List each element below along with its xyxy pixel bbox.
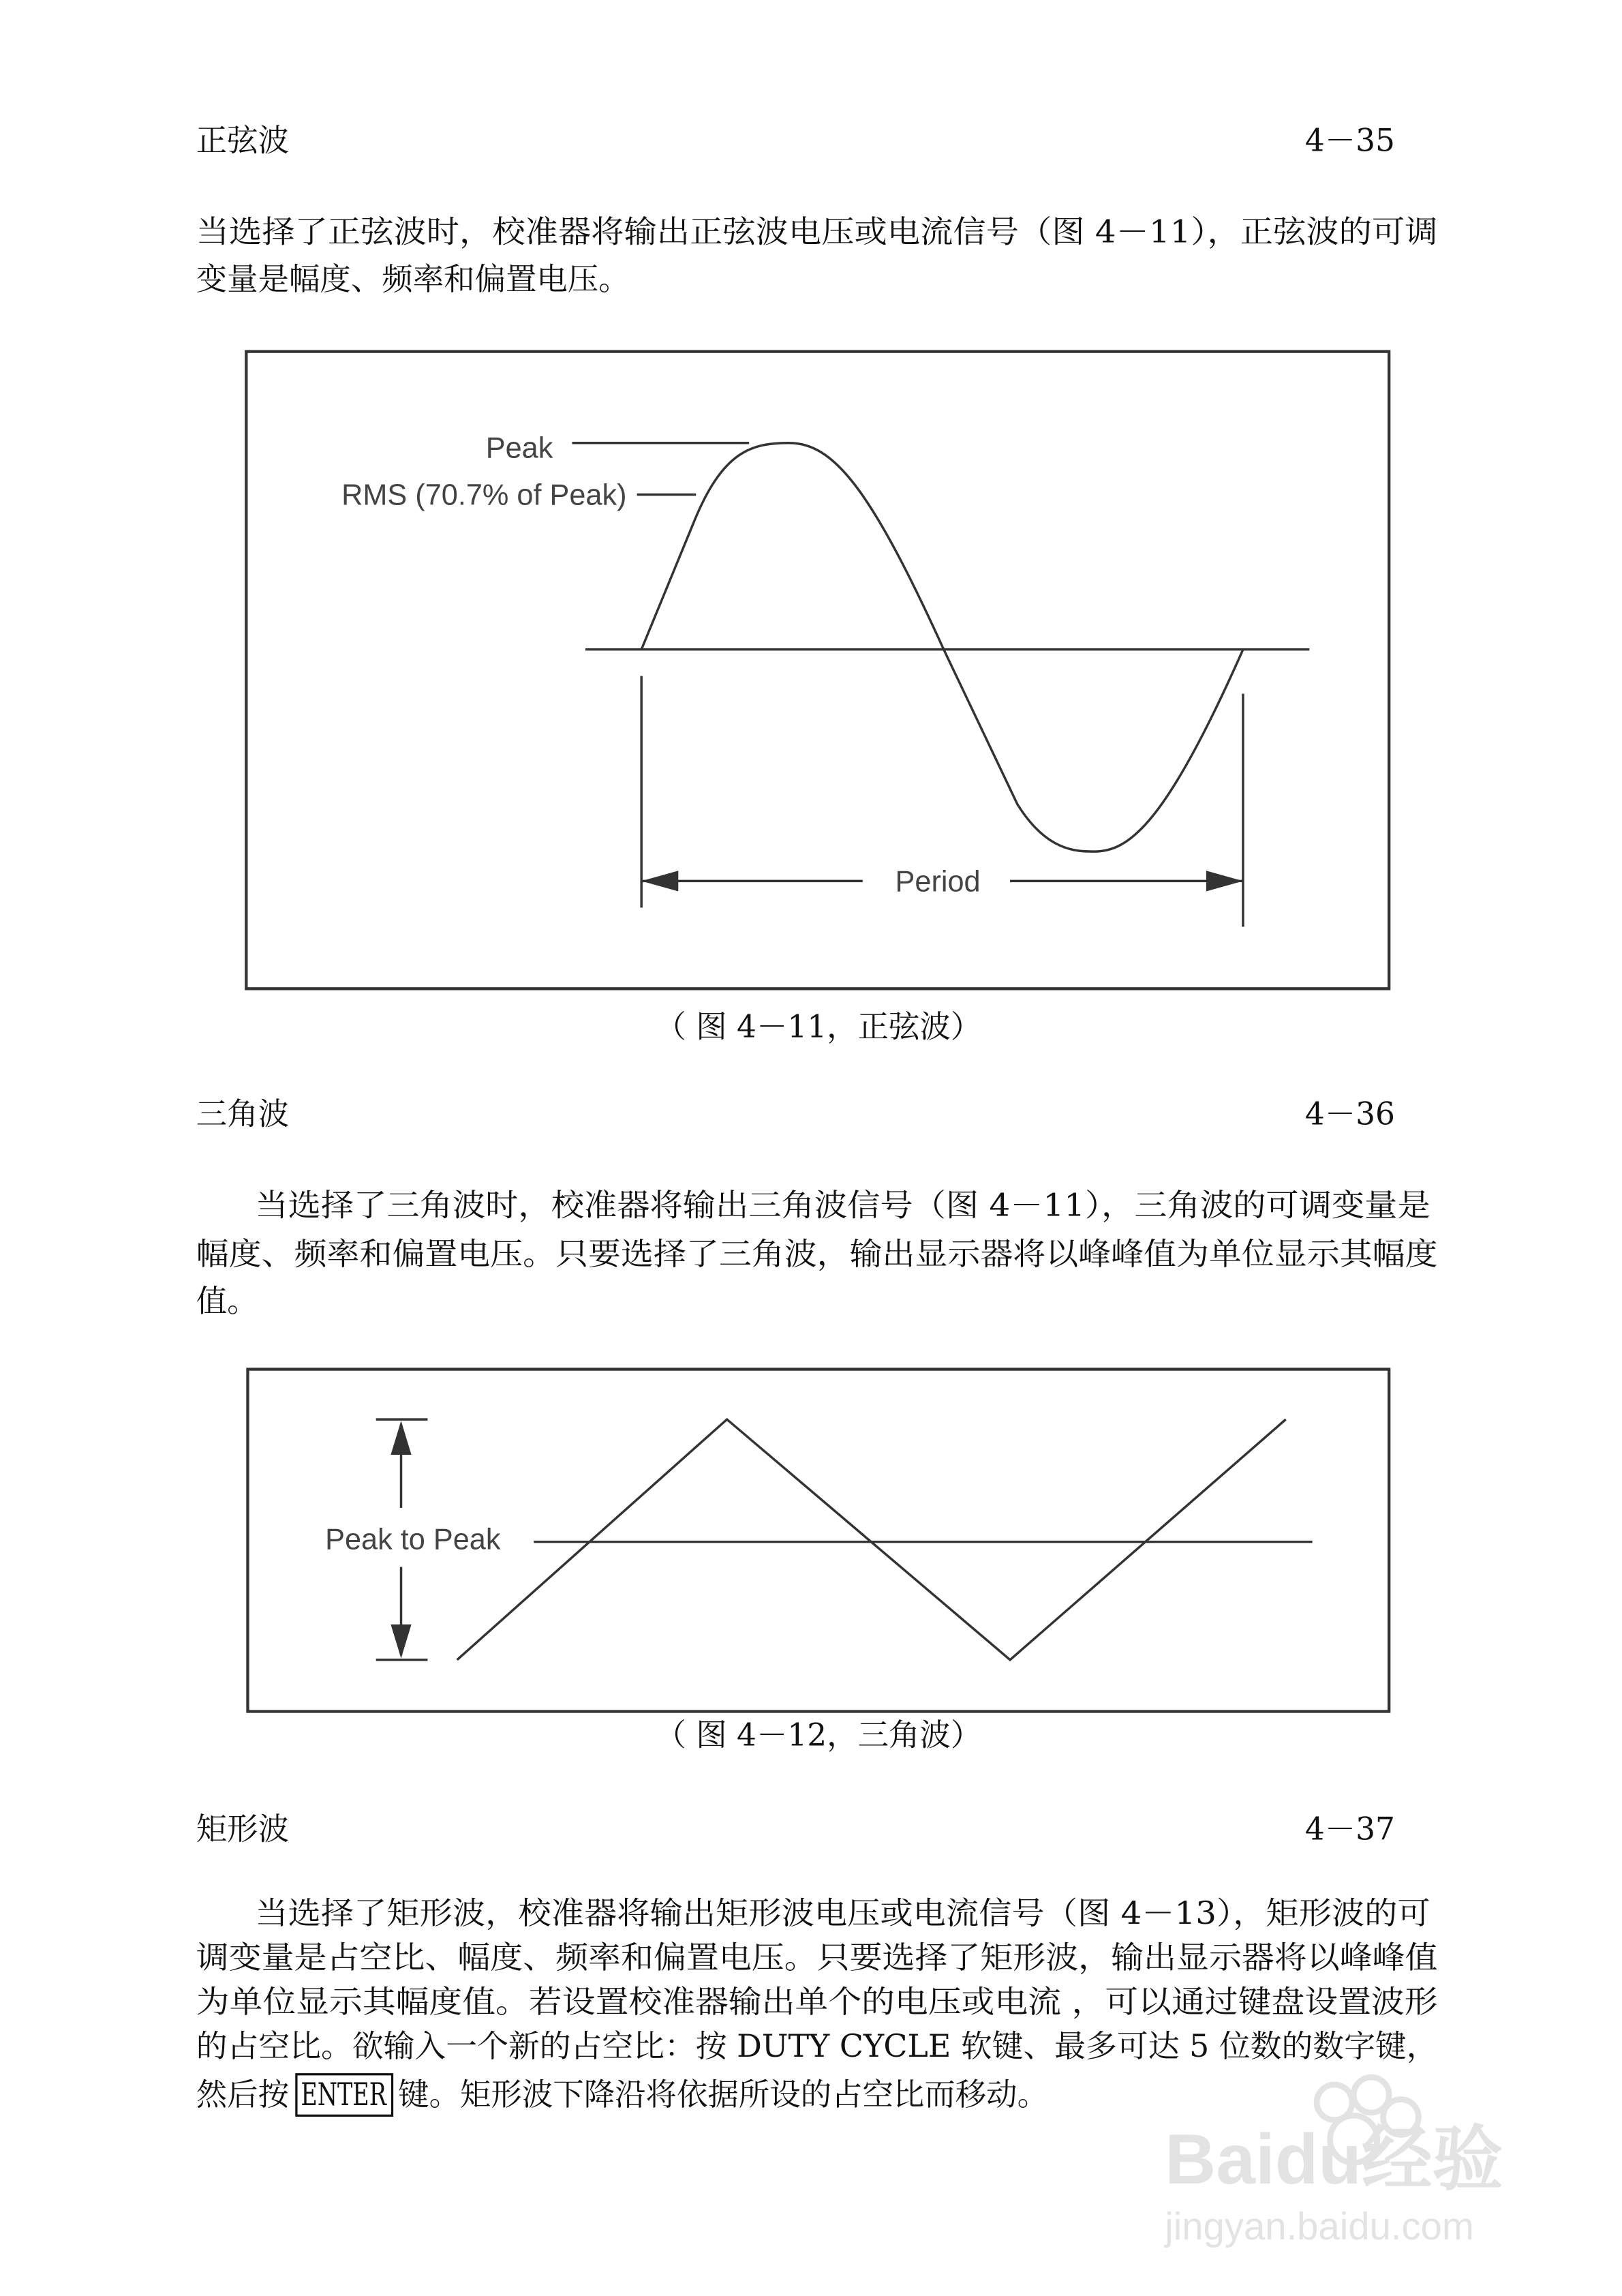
enter-key-label: ENTER [301,2076,388,2113]
section-number-sine: 4－35 [1304,122,1395,159]
figure-caption: （ 图 4－11，正弦波） [655,1008,982,1045]
paragraph-line: 当选择了矩形波，校准器将输出矩形波电压或电流信号（图 4－13），矩形波的可 [255,1895,1430,1932]
section-number-triangle: 4－36 [1304,1096,1395,1132]
paragraph-line: 当选择了正弦波时，校准器将输出正弦波电压或电流信号（图 4－11），正弦波的可调 [196,213,1438,250]
paragraph-line: 幅度、频率和偏置电压。只要选择了三角波，输出显示器将以峰峰值为单位显示其幅度 [196,1235,1438,1272]
sine-wave-figure [246,352,1389,989]
baidu-watermark [1163,2077,1503,2248]
paragraph-line: 变量是幅度、频率和偏置电压。 [196,260,630,297]
paragraph-line: 键。矩形波下降沿将依据所设的占空比而移动。 [398,2076,1049,2113]
rms-label: RMS (70.7% of Peak) [341,479,627,512]
section-number-square: 4－37 [1304,1811,1395,1847]
paragraph-line: 值。 [196,1283,258,1320]
figure-frame [246,352,1389,989]
paragraph-line: 调变量是占空比、幅度、频率和偏置电压。只要选择了矩形波，输出显示器将以峰峰值 [196,1939,1438,1976]
paragraph-line: 为单位显示其幅度值。若设置校准器输出单个的电压或电流 ，可以通过键盘设置波形 [196,1983,1438,2020]
p2p-label: Peak to Peak [325,1523,501,1556]
section-heading-triangle: 三角波 [196,1096,290,1132]
watermark-url: jingyan.baidu.com [1165,2205,1474,2248]
triangle-wave-figure [247,1370,1389,1712]
section-heading-sine: 正弦波 [196,122,290,159]
peak-label: Peak [485,432,553,465]
period-label: Period [895,865,981,898]
paragraph-line: 当选择了三角波时，校准器将输出三角波信号（图 4－11），三角波的可调变量是 [255,1187,1430,1224]
section-heading-square: 矩形波 [196,1811,290,1847]
figure-caption: （ 图 4－12，三角波） [655,1717,982,1753]
paragraph-line: 的占空比。欲输入一个新的占空比：按 DUTY CYCLE 软键、最多可达 5 位数的数字键， [196,2027,1438,2064]
watermark-brand: Baidu经验 [1165,2119,1503,2199]
paragraph-line: 然后按 [196,2076,290,2113]
